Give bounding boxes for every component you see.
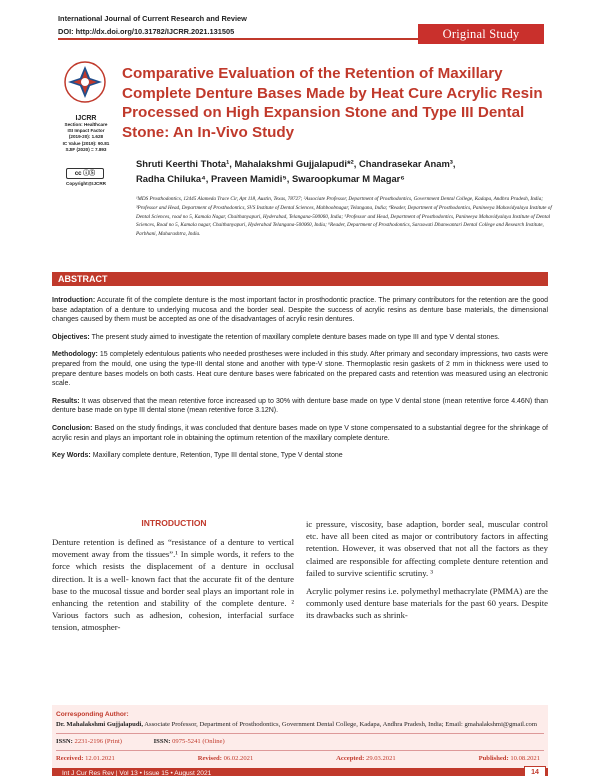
received-date: 12.01.2021 bbox=[85, 755, 115, 762]
dates-row bbox=[56, 754, 540, 764]
section-text: The present study aimed to investigate the retention of maxillary complete denture bases made on type III and type V dental stones. bbox=[89, 333, 500, 341]
abstract-body bbox=[52, 296, 548, 469]
article-title: Comparative Evaluation of the Retention of Maxillary Complete Denture Bases Made by Heat Cure Acrylic Resin Processed on High Expansion Stone and Type III Dental Stone: An In-Vivo Study bbox=[122, 65, 543, 141]
body-column-left: Denture retention is defined as “resistance of a denture to vertical movement away from the tissues”.¹ In simple words, it refers to the force which resists the displacement of a denture in occlusal direction. It is a well- known fact that the accurate fit of the denture base to the mucosal tissue and border seal plays an important role in enhancing the retention and stability of the complete denture. ² Various factors such as adhesion, cohesion, interfacial surface tension, atmospher- bbox=[52, 537, 294, 633]
page-number: 14 bbox=[524, 766, 546, 776]
abstract-results bbox=[52, 397, 548, 416]
author-name: Dr. Mahalakshmi Gujjalapudi, bbox=[56, 721, 143, 728]
date-label: Accepted: bbox=[336, 755, 365, 762]
accepted-date: 29.03.2021 bbox=[366, 755, 396, 762]
section-label: Introduction: bbox=[52, 297, 96, 304]
divider bbox=[56, 750, 544, 751]
authors-line: Shruti Keerthi Thota¹, Mahalakshmi Gujjalapudi*², Chandrasekar Anam³, bbox=[136, 158, 456, 169]
header-rule bbox=[58, 38, 478, 40]
logo-name: IJCRR bbox=[75, 115, 97, 122]
divider bbox=[56, 733, 544, 734]
journal-name: International Journal of Current Research and Review bbox=[58, 14, 247, 23]
issn-print: 2231-2196 (Print) bbox=[74, 738, 122, 745]
paragraph: ic pressure, viscosity, base adaption, border seal, muscular control etc. have all been cited as major or contributory factors in affecting retention. However, it was observed that not all the factors as they claimed are responsible for affecting complete denture retention and failed to survive scientific scrutiny. ³ bbox=[306, 519, 548, 578]
revised-date: 06.02.2021 bbox=[223, 755, 254, 762]
issn-label: ISSN: bbox=[153, 738, 171, 745]
abstract-methodology bbox=[52, 350, 548, 388]
abstract-conclusion bbox=[52, 424, 548, 443]
section-label: Methodology: bbox=[52, 351, 98, 359]
date-label: Received: bbox=[56, 755, 84, 762]
ijcrr-logo-icon bbox=[62, 58, 108, 110]
body-column-right bbox=[306, 518, 548, 628]
section-text: It was observed that the mean retentive force increased up to 30% with denture base made on type V dental stone (mean retentive force 4.46N) than denture base made on type III dental stone (mean retentive force 3.12N). bbox=[52, 397, 548, 415]
date-label: Revised: bbox=[197, 755, 222, 762]
issn-row bbox=[56, 737, 544, 747]
section-text: Accurate fit of the complete denture is the most important factor in prosthodontic practice. The primary contributors for the retention are the good base adaptation of a denture to underlying mucosa and the border seal. Despite the success of acrylic resins as denture base materials, the dimensional changes caused by them must be accepted as one of the disadvantages of acrylic resin dentures. bbox=[52, 297, 548, 324]
copyright-text: Copyright@IJCRR bbox=[66, 181, 106, 186]
issn-online: 0975-5241 (Online) bbox=[172, 738, 225, 745]
doi-link[interactable]: DOI: http://dx.doi.org/10.31782/IJCRR.2021.131505 bbox=[58, 27, 235, 36]
footer-citation: Int J Cur Res Rev | Vol 13 • Issue 15 • August 2021 bbox=[62, 770, 212, 776]
metric-line: ISI Impact Factor bbox=[67, 128, 105, 134]
metric-line: (2019-20): 1.628 bbox=[68, 134, 104, 140]
corresponding-author-box bbox=[52, 705, 548, 776]
section-text: Based on the study findings, it was concluded that denture bases made on type V stone compensated to a substantial degree for the shrinkage of acrylic resin and plays an important role in obtaining the optimum retention of the maxillary complete denture. bbox=[52, 424, 548, 442]
authors-line: Radha Chiluka⁴, Praveen Mamidi⁵, Swaroopkumar M Magar⁶ bbox=[136, 172, 405, 184]
section-label: Results: bbox=[52, 397, 80, 405]
author-list bbox=[136, 157, 554, 186]
affiliations: ¹MDS Prosthodontics, 12445 Alameda Trace Cir, Apt 118, Austin, Texas, 78727; ²Associate Professor, Department of Prosthodontics, Government Dental College, Kadapa, Andhra Pradesh, India; ³Professor and Head, Department of Prosthodontics, SVS Institute of Dental Sciences, Mahboobnagar, Telangana, India; ⁴Reader, Department of Prosthodontics, Panineeya Mahavidyalaya Institute of Dental Sciences, road no 5, Kamala Nagar, Chaithanyapuri, Hyderabad, Telangana-500060, India; ⁵Professor and Head, Department of Prosthodontics, Panineeya Mahavidyalaya Institute of Dental Sciences, Road no 5, Kamala nagar, Chaithanyapuri, Hyderabad Telangana-500060, India; ⁶Reader, Department of Prosthodontics, Saraswati Dhanwantari Dental College and Research Institute, Parbhani, Maharashtra, India. bbox=[136, 196, 552, 238]
section-text: Maxillary complete denture, Retention, Type III dental stone, Type V dental stone bbox=[90, 452, 343, 460]
abstract-keywords bbox=[52, 451, 548, 461]
metric-line: Section: Healthcare bbox=[64, 122, 108, 127]
published-date: 10.08.2021 bbox=[510, 755, 540, 762]
abstract-introduction bbox=[52, 296, 548, 325]
abstract-heading: ABSTRACT bbox=[52, 272, 548, 286]
article-type-badge: Original Study bbox=[418, 24, 544, 44]
date-label: Published: bbox=[478, 755, 509, 762]
corresponding-heading: Corresponding Author: bbox=[56, 711, 129, 718]
journal-metrics bbox=[52, 122, 120, 153]
section-text: 15 completely edentulous patients who needed prostheses were included in this study. After primary and secondary impressions, two casts were prepared from the mould, one using the type-III dental stone and another with type-V stone. Thermoplastic resin gaskets of 2 mm in thickness were used to prepare denture bases models on both casts. Heat cure denture bases were fabricated on the prepared casts and retention was measured using an electronic scale. bbox=[52, 351, 548, 388]
issn-label: ISSN: bbox=[56, 738, 73, 745]
section-label: Objectives: bbox=[52, 333, 90, 341]
corresponding-details bbox=[56, 720, 544, 730]
section-label: Conclusion: bbox=[52, 424, 93, 432]
paragraph: Acrylic polymer resins i.e. polymethyl methacrylate (PMMA) are the commonly used denture base materials for the past 60 years. Despite its drawbacks such as shrink- bbox=[306, 586, 548, 621]
abstract-objectives bbox=[52, 333, 548, 343]
author-detail: Associate Professor, Department of Prosthodontics, Government Dental College, Kadapa, Andhra Pradesh, India; Email: gmahalakshmi@gmail.com bbox=[142, 721, 537, 728]
metric-line: SJIF (2020) = 7.893 bbox=[65, 146, 107, 152]
creative-commons-icon: cc ⓘ⑤ bbox=[66, 168, 104, 179]
section-label: Key Words: bbox=[52, 452, 91, 460]
introduction-heading: INTRODUCTION bbox=[141, 518, 207, 528]
metric-line: IC Value (2019): 90.81 bbox=[62, 140, 110, 146]
